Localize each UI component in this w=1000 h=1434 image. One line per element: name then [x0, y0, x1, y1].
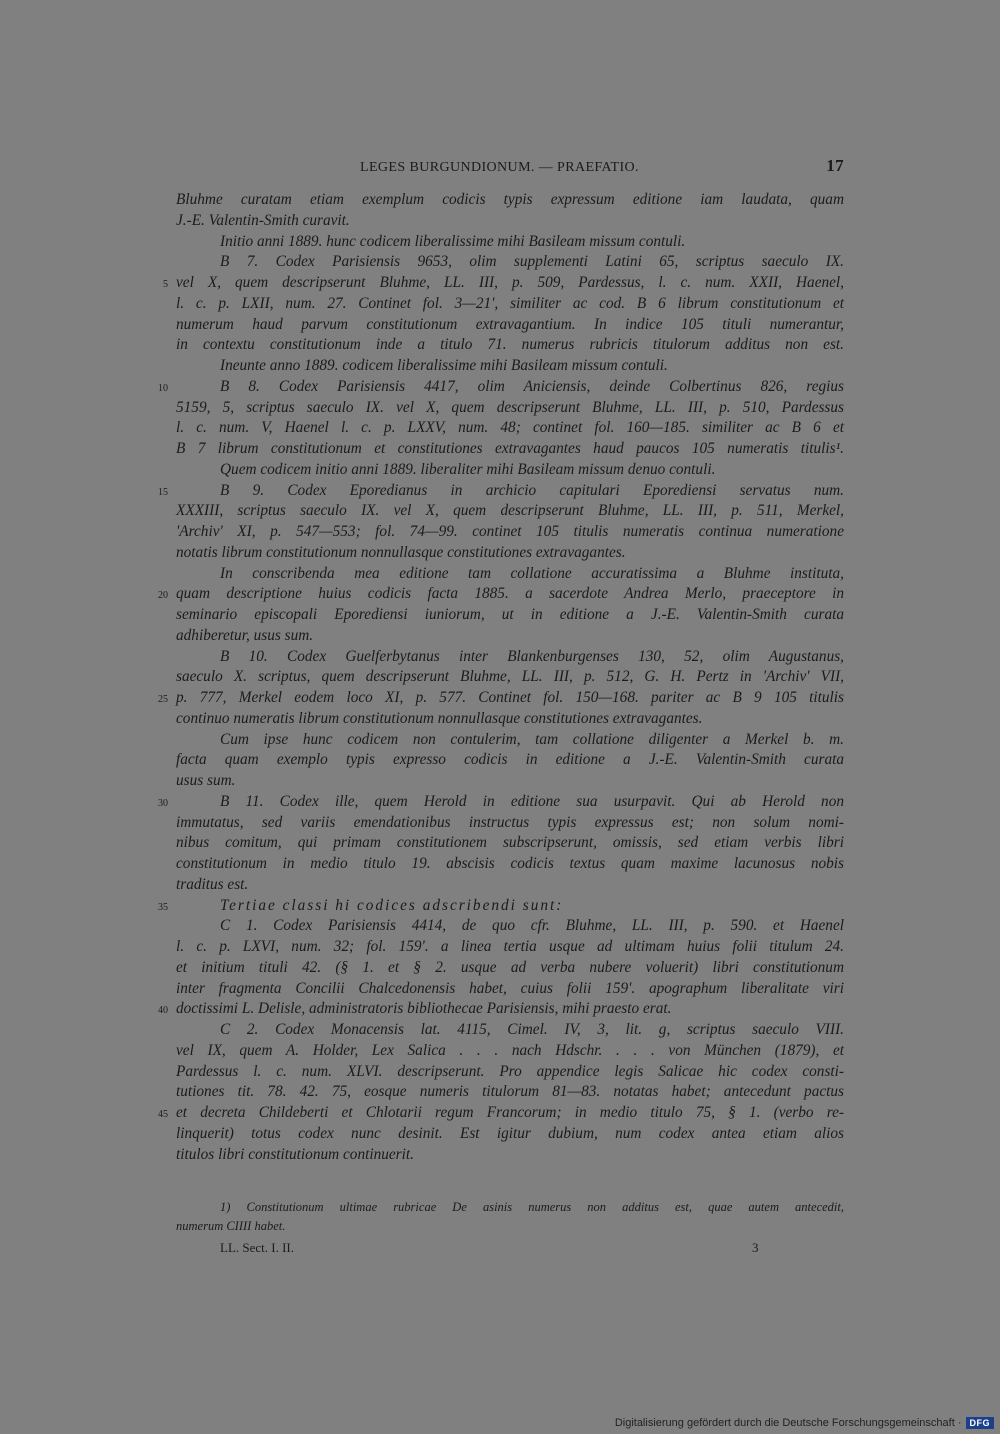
- lines-line: vel X, quem descripserunt Bluhme, LL. III, p. 509, Pardessus, l. c. num. XXII, Haenel,: [176, 274, 844, 291]
- lines-line: 5159, 5, scriptus saeculo IX. vel X, quem descripserunt Bluhme, LL. III, p. 510, Pardessus: [176, 398, 844, 416]
- lines-line: B 7 librum constitutionum et constitutiones extravagantes haud paucos 105 numeratis titulis¹.: [176, 440, 844, 457]
- main-text: [176, 190, 844, 1165]
- lines-line: constitutionum in medio titulo 19. abscisis codicis textus quam maxime lacunosus nobis: [176, 855, 844, 872]
- lines-line: Initio anni 1889. hunc codicem liberalissime mihi Basileam missum contuli.: [220, 232, 686, 250]
- running-title: LEGES BURGUNDIONUM. — PRAEFATIO.: [360, 160, 639, 175]
- lines-line: quam descriptione huius codicis facta 1885. a sacerdote Andrea Merlo, praeceptore in: [176, 585, 844, 603]
- line-number: 35: [158, 901, 168, 913]
- lines-line: continuo numeratis librum constitutionum nonnullasque constitutiones extravagantes.: [176, 709, 703, 727]
- lines-line: XXXIII, scriptus saeculo IX. vel X, quem descripserunt Bluhme, LL. III, p. 511, Merkel,: [176, 502, 844, 520]
- lines-line: saeculo X. scriptus, quem descripserunt Bluhme, LL. III, p. 512, G. H. Pertz in 'Archiv' VII,: [176, 668, 844, 686]
- lines-line: l. c. p. LXII, num. 27. Continet fol. 3—21', similiter ac cod. B 6 librum constitutionum et: [176, 294, 844, 312]
- lines-line: nibus comitum, qui primam constitutionem subscripserunt, omissis, sed etiam verbis libri: [176, 834, 844, 852]
- line-number: 10: [158, 382, 168, 394]
- lines-line: B 11. Codex ille, quem Herold in editione sua usurpavit. Qui ab Herold non: [220, 792, 844, 810]
- lines-line: Quem codicem initio anni 1889. liberaliter mihi Basileam missum denuo contuli.: [220, 460, 716, 478]
- lines-line: l. c. num. V, Haenel l. c. p. LXXV, num. 48; continet fol. 160—185. similiter ac B 6 et: [176, 419, 844, 437]
- lines-line: traditus est.: [176, 875, 249, 893]
- lines-line: J.-E. Valentin-Smith curavit.: [176, 211, 350, 229]
- line-number: 5: [163, 279, 168, 290]
- lines-line: in contextu constitutionum inde a titulo 71. numerus rubricis titulorum additus non est.: [176, 336, 844, 354]
- lines-line: doctissimi L. Delisle, administratoris bibliothecae Parisiensis, mihi praesto erat.: [176, 1000, 672, 1018]
- running-header: [176, 156, 844, 182]
- lines-line: Bluhme curatam etiam exemplum codicis typis expressum editione iam laudata, quam: [176, 191, 844, 208]
- lines-line: In conscribenda mea editione tam collatione accuratissima a Bluhme instituta,: [220, 564, 844, 582]
- footnote-line: numerum CIIII habet.: [176, 1219, 286, 1233]
- credit-text: Digitalisierung gefördert durch die Deutsche Forschungsgemeinschaft ·: [614, 1417, 962, 1429]
- digitization-credit: [615, 1416, 994, 1430]
- line-number: 30: [158, 797, 168, 809]
- lines-line: et initium tituli 42. (§ 1. et § 2. usque ad verba nubere voluerit) libri constitutionum: [176, 958, 844, 976]
- lines-line: usus sum.: [176, 772, 236, 789]
- lines-line: numerum haud parvum constitutionum extravagantium. In indice 105 tituli numerantur,: [176, 315, 844, 333]
- lines-line: Tertiae classi hi codices adscribendi sunt:: [220, 896, 564, 914]
- signature-right: 3: [752, 1240, 759, 1255]
- lines-line: Ineunte anno 1889. codicem liberalissime mihi Basileam missum contuli.: [220, 357, 668, 374]
- lines-line: seminario episcopali Eporediensi iuniorum, ut in editione a J.-E. Valentin-Smith curata: [176, 606, 844, 623]
- lines-line: 'Archiv' XI, p. 547—553; fol. 74—99. continet 105 titulis numeratis continua numeratione: [176, 523, 844, 540]
- signature-line: [176, 1240, 844, 1260]
- lines-line: facta quam exemplo typis expresso codicis in editione a J.-E. Valentin-Smith curata: [176, 751, 844, 769]
- line-number: 45: [158, 1109, 168, 1120]
- page-number: 17: [826, 156, 844, 175]
- dfg-logo: DFG: [966, 1417, 995, 1429]
- footnote-line: 1) Constitutionum ultimae rubricae De asinis numerus non additus est, quae autem antecedit,: [220, 1200, 844, 1214]
- lines-line: titulos libri constitutionum continuerit.: [176, 1145, 414, 1163]
- lines-line: vel IX, quem A. Holder, Lex Salica . . . nach Hdschr. . . . von München (1879), et: [176, 1041, 844, 1059]
- line-number: 20: [158, 590, 168, 602]
- lines-line: immutatus, sed variis emendationibus instructus typis expressus est; non solum nomi-: [176, 813, 844, 831]
- lines-line: B 9. Codex Eporedianus in archicio capitulari Eporediensi servatus num.: [220, 481, 844, 499]
- footnote: [176, 1198, 844, 1236]
- signature-left: LL. Sect. I. II.: [220, 1240, 295, 1255]
- lines-line: Pardessus l. c. num. XLVI. descripserunt. Pro appendice legis Salicae hic codex consti-: [176, 1062, 844, 1080]
- lines-line: et decreta Childeberti et Chlotarii regum Francorum; in medio titulo 75, § 1. (verbo re-: [176, 1104, 844, 1121]
- lines-line: C 2. Codex Monacensis lat. 4115, Cimel. IV, 3, lit. g, scriptus saeculo VIII.: [220, 1021, 844, 1038]
- lines-line: inter fragmenta Concilii Chalcedonensis habet, cuius folii 159'. apographum liberalitate viri: [176, 979, 844, 997]
- lines-line: Cum ipse hunc codicem non contulerim, tam collatione diligenter a Merkel b. m.: [220, 730, 844, 748]
- lines-line: adhiberetur, usus sum.: [176, 626, 314, 644]
- line-number: 25: [158, 694, 168, 705]
- lines-line: C 1. Codex Parisiensis 4414, de quo cfr. Bluhme, LL. III, p. 590. et Haenel: [220, 917, 844, 935]
- line-number: 40: [158, 1005, 168, 1017]
- lines-line: p. 777, Merkel eodem loco XI, p. 577. Continet fol. 150—168. pariter ac B 9 105 titulis: [176, 689, 844, 706]
- lines-line: l. c. p. LXVI, num. 32; fol. 159'. a linea tertia usque ad ultimam huius folii titulum 24.: [176, 938, 844, 955]
- lines-line: B 8. Codex Parisiensis 4417, olim Aniciensis, deinde Colbertinus 826, regius: [220, 377, 844, 395]
- lines-line: notatis librum constitutionum nonnullasque constitutiones extravagantes.: [176, 543, 626, 561]
- lines-line: linquerit) totus codex nunc desinit. Est igitur dubium, num codex antea etiam alios: [176, 1124, 844, 1142]
- lines-line: tutiones tit. 78. 42. 75, eosque numeris titulorum 81—83. notatas habet; antecedunt pactus: [176, 1083, 844, 1101]
- lines-line: B 7. Codex Parisiensis 9653, olim supplementi Latini 65, scriptus saeculo IX.: [220, 253, 844, 271]
- line-number: 15: [158, 486, 168, 498]
- lines-line: B 10. Codex Guelferbytanus inter Blankenburgenses 130, 52, olim Augustanus,: [220, 647, 844, 665]
